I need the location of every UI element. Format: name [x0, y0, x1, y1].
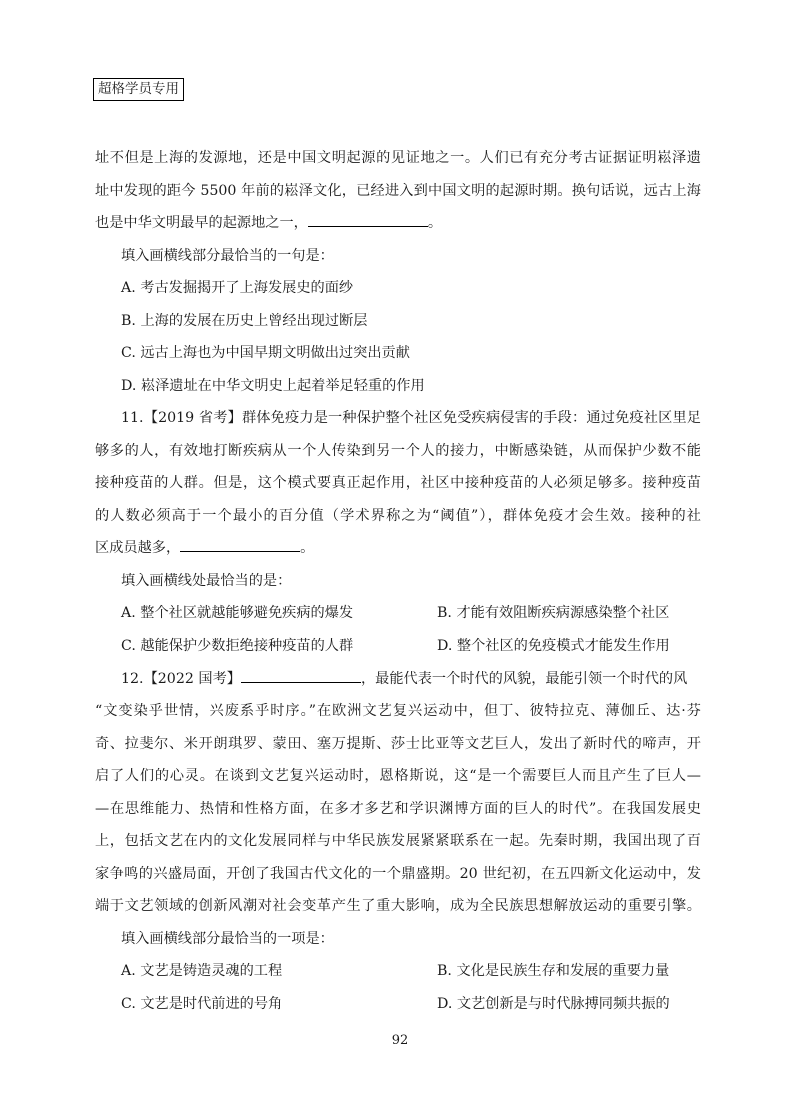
q11-option-d: D. 整个社区的免疫模式才能发生作用 [437, 637, 670, 654]
q12-stem-line: “文变染乎世情，兴废系乎时序。”在欧洲文艺复兴运动中，但丁、彼特拉克、薄伽丘、达·芬 [95, 703, 701, 720]
q10-blank-after: 。 [427, 215, 443, 232]
q10-option-d: D. 崧泽遗址在中华文明史上起着举足轻重的作用 [121, 377, 425, 394]
q10-answer-blank [308, 212, 428, 227]
q12-options-row-cd [95, 988, 701, 1021]
q10-stem-line: 址中发现的距今 5500 年前的崧泽文化，已经进入到中国文明的起源时期。换句话说，远古上海 [95, 182, 701, 199]
q11-options-row-ab [95, 597, 701, 630]
q12-number: 12. [121, 670, 144, 687]
q10-prompt: 填入画横线部分最恰当的一句是： [121, 247, 334, 264]
q12-stem-line: 启了人们的心灵。在谈到文艺复兴运动时，恩格斯说，这“是一个需要巨人而且产生了巨人— [95, 768, 701, 785]
q11-blank-line [95, 532, 701, 565]
q11-option-b: B. 才能有效阻断疾病源感染整个社区 [437, 605, 670, 622]
q11-stem-line: 的人数必须高于一个最小的百分值（学术界称之为“阈值”），群体免疫才会生效。接种的社 [95, 507, 701, 524]
q12-source: 【2022 国考】 [143, 670, 241, 687]
q12-options-row-ab [95, 955, 701, 988]
q12-stem-first-line [95, 663, 701, 696]
q11-option-a: A. 整个社区就越能够避免疾病的爆发 [121, 605, 354, 622]
q12-option-a: A. 文艺是铸造灵魂的工程 [121, 963, 283, 980]
q12-option-c: C. 文艺是时代前进的号角 [121, 995, 283, 1012]
page-number: 92 [391, 1033, 409, 1048]
q11-stem-line: 够多的人，有效地打断疾病从一个人传染到另一个人的接力，中断感染链，从而保护少数不能 [95, 442, 701, 459]
q11-blank-before: 区成员越多， [95, 540, 181, 557]
q10-stem-line: 址不但是上海的发源地，还是中国文明起源的见证地之一。人们已有充分考古证据证明崧泽遗 [95, 150, 701, 166]
q12-stem-line: 家争鸣的兴盛局面，开创了我国古代文化的一个鼎盛期。20 世纪初，在五四新文化运动中，发 [95, 865, 701, 882]
q11-stem-first: 群体免疫力是一种保护整个社区免受疾病侵害的手段：通过免疫社区里足 [241, 410, 701, 427]
q11-stem-first-line [95, 402, 701, 435]
member-only-badge: 超格学员专用 [93, 78, 184, 101]
q11-number: 11. [121, 410, 144, 427]
q11-option-c: C. 越能保护少数拒绝接种疫苗的人群 [121, 637, 354, 654]
q12-option-d: D. 文艺创新是与时代脉搏同频共振的 [437, 995, 670, 1012]
q12-prompt: 填入画横线部分最恰当的一项是： [121, 930, 334, 947]
q10-blank-before: 也是中华文明最早的起源地之一， [95, 215, 308, 232]
q10-option-c: C. 远古上海也为中国早期文明做出过突出贡献 [121, 345, 410, 362]
q11-blank-after: 。 [300, 540, 315, 557]
q12-stem-line: 上，包括文艺在内的文化发展同样与中华民族发展紧紧联系在一起。先秦时期，我国出现了百 [95, 833, 701, 850]
page-content [95, 142, 701, 1020]
q12-answer-blank [241, 668, 361, 683]
q11-prompt: 填入画横线处最恰当的是： [121, 572, 292, 589]
q12-first-after-blank: ，最能代表一个时代的风貌，最能引领一个时代的风 [360, 670, 688, 687]
q12-stem-line: 端于文艺领域的创新风潮对社会变革产生了重大影响，成为全民族思想解放运动的重要引擎。 [95, 898, 701, 915]
q12-stem-line: 奇、拉斐尔、米开朗琪罗、蒙田、塞万提斯、莎士比亚等文艺巨人，发出了新时代的啼声，开 [95, 735, 701, 752]
q11-stem-line: 接种疫苗的人群。但是，这个模式要真正起作用，社区中接种疫苗的人必须足够多。接种疫苗 [95, 475, 701, 492]
q10-blank-line [95, 207, 701, 240]
q10-option-b: B. 上海的发展在历史上曾经出现过断层 [121, 312, 368, 329]
q12-stem-line: —在思维能力、热情和性格方面，在多才多艺和学识渊博方面的巨人的时代”。在我国发展史 [95, 800, 701, 817]
q12-option-b: B. 文化是民族生存和发展的重要力量 [437, 963, 670, 980]
q11-answer-blank [180, 537, 300, 552]
q11-options-row-cd [95, 630, 701, 663]
q11-source: 【2019 省考】 [143, 410, 242, 427]
q10-option-a: A. 考古发掘揭开了上海发展史的面纱 [121, 280, 354, 297]
